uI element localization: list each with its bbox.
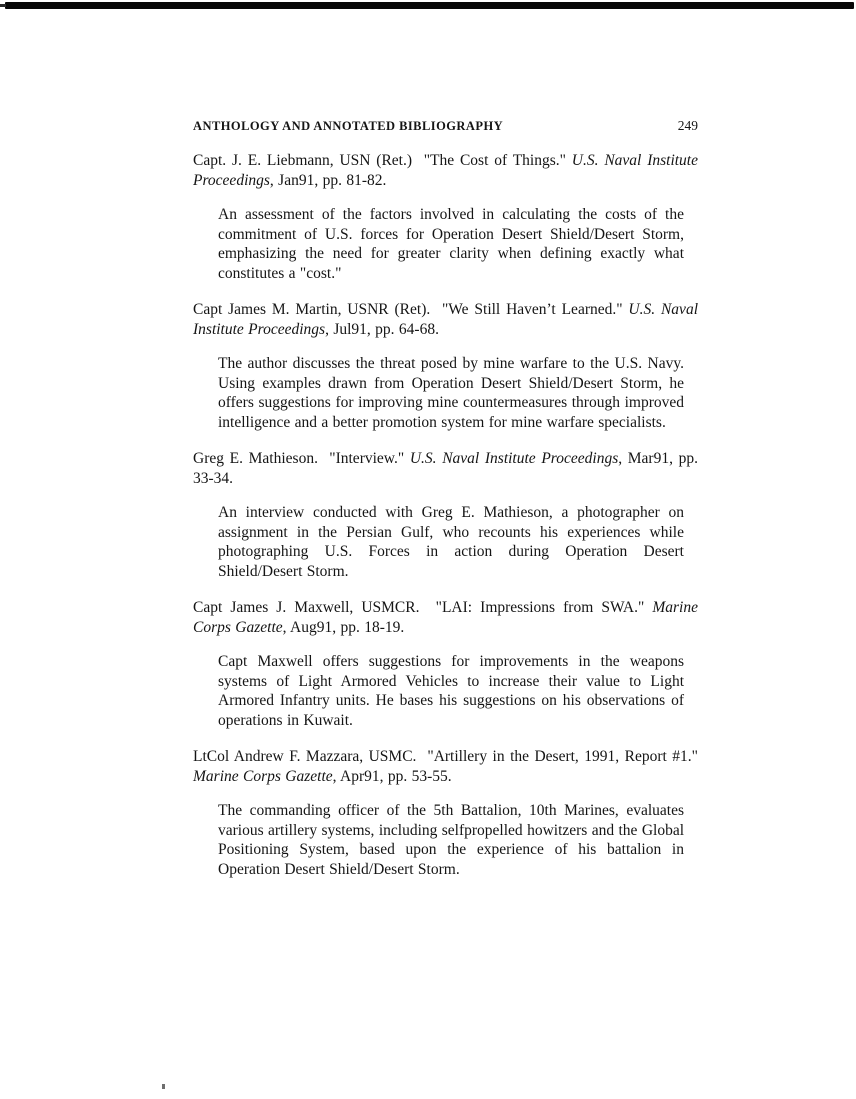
citation-issue-pages: , Apr91, pp. 53-55. <box>332 767 452 785</box>
citation <box>193 747 698 786</box>
scan-edge-bar <box>5 2 854 9</box>
annotation: Capt Maxwell offers suggestions for improvements in the weapons systems of Light Armored Vehicles to increase their value to Light Armored Infantry units. He bases his suggestions on his observations of operations in Kuwait. <box>218 653 684 729</box>
annotation: The author discusses the threat posed by mine warfare to the U.S. Navy. Using examples drawn from Operation Desert Shield/Desert Storm, he offers suggestions for improving mine countermeasures through improved intelligence and a better promotion system for mine warfare specialists. <box>218 355 684 431</box>
citation <box>193 300 698 339</box>
citation-issue-pages: , Jan91, pp. 81-82. <box>269 171 387 189</box>
bibliography-entry <box>193 300 698 432</box>
citation-journal: U.S. Naval Institute Proceedings <box>409 450 619 467</box>
scan-speck <box>162 1084 165 1089</box>
citation <box>193 598 698 637</box>
citation-journal: Marine Corps Gazette <box>193 767 333 785</box>
bibliography-entry <box>193 449 698 581</box>
page-header <box>193 118 698 134</box>
citation-author-title: LtCol Andrew F. Mazzara, USMC. "Artillery in the Desert, 1991, Report #1." <box>193 748 698 765</box>
citation-journal: U.S. Naval Institute Proceedings <box>193 301 698 338</box>
citation-issue-pages: , Mar91, pp. 33-34. <box>193 450 698 487</box>
annotation: An interview conducted with Greg E. Mathieson, a photographer on assignment in the Persian Gulf, who recounts his experiences while photographing U.S. Forces in action during Operation Desert Shield/Desert Storm. <box>218 504 684 580</box>
citation-journal: Marine Corps Gazette <box>193 599 698 636</box>
document-page <box>193 118 698 896</box>
citation-issue-pages: , Jul91, pp. 64-68. <box>325 320 439 338</box>
citation-author-title: Capt James J. Maxwell, USMCR. "LAI: Impressions from SWA." <box>193 599 653 616</box>
annotation: The commanding officer of the 5th Battalion, 10th Marines, evaluates various artillery systems, including selfpropelled howitzers and the Global Positioning System, based upon the experience of his battalion in Operation Desert Shield/Desert Storm. <box>218 802 684 878</box>
citation-journal: U.S. Naval Institute Proceedings <box>193 152 698 189</box>
citation-author-title: Greg E. Mathieson. "Interview." <box>193 450 410 467</box>
citation-author-title: Capt. J. E. Liebmann, USN (Ret.) "The Cost of Things." <box>193 152 572 169</box>
bibliography-entry <box>193 747 698 879</box>
bibliography-entry <box>193 151 698 283</box>
citation-issue-pages: , Aug91, pp. 18-19. <box>282 618 405 636</box>
page-number: 249 <box>677 118 698 133</box>
annotation: An assessment of the factors involved in calculating the costs of the commitment of U.S. forces for Operation Desert Shield/Desert Storm, emphasizing the need for greater clarity when defining exactly what constitutes a "cost." <box>218 206 684 282</box>
running-header-title: ANTHOLOGY AND ANNOTATED BIBLIOGRAPHY <box>193 119 504 133</box>
bibliography-entry <box>193 598 698 730</box>
citation <box>193 449 698 488</box>
citation <box>193 151 698 190</box>
citation-author-title: Capt James M. Martin, USNR (Ret). "We Still Haven’t Learned." <box>193 301 629 318</box>
